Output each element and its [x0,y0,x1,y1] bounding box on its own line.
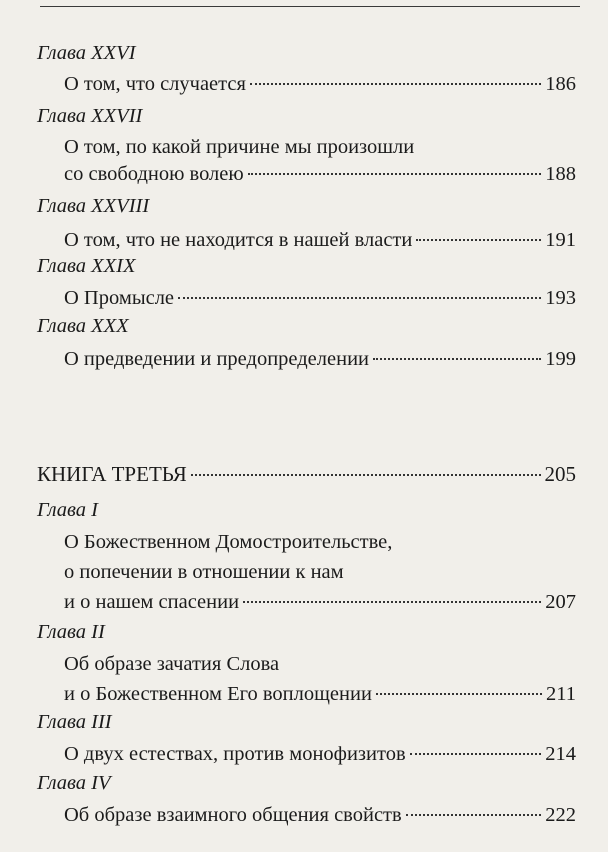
chapter-heading: Глава I [37,499,98,521]
entry-title-line: О том, по какой причине мы произошли [64,136,415,158]
entry-title: О Промысле [64,287,175,309]
toc-entry[interactable] [64,681,576,707]
chapter-heading: Глава XXX [37,315,129,337]
dot-leader [416,239,541,241]
dot-leader [250,83,541,85]
chapter-heading: Глава IV [37,772,111,794]
page-number: 199 [545,348,576,370]
chapter-heading: Глава XXIX [37,255,136,277]
page-number: 205 [544,462,576,486]
chapter-heading: Глава XXVIII [37,195,150,217]
chapter-heading: Глава XXVI [37,42,136,64]
toc-entry[interactable] [64,161,576,187]
dot-leader [243,601,541,603]
entry-title: О том, что не находится в нашей власти [64,229,413,251]
entry-title: и о Божественном Его воплощении [64,683,372,705]
entry-title: со свободною волею [64,163,244,185]
page-number: 211 [546,683,576,705]
dot-leader [376,693,542,695]
page-number: 214 [545,743,576,765]
toc-entry[interactable] [64,741,576,767]
dot-leader [410,753,542,755]
page-number: 188 [545,163,576,185]
entry-title: О том, что случается [64,73,246,95]
book-entry[interactable] [37,461,576,487]
toc-entry[interactable] [64,227,576,253]
chapter-heading: Глава III [37,711,112,733]
entry-title: О предведении и предопределении [64,348,370,370]
page-number: 186 [545,73,576,95]
book-title: КНИГА ТРЕТЬЯ [37,462,187,486]
page-number: 193 [545,287,576,309]
dot-leader [406,814,542,816]
entry-title-line: Об образе зачатия Слова [64,653,280,675]
chapter-heading: Глава II [37,621,105,643]
toc-entry[interactable] [64,346,576,372]
entry-title-line: о попечении в отношении к нам [64,561,344,583]
page-number: 191 [545,229,576,251]
dot-leader [178,297,541,299]
toc-entry[interactable] [64,589,576,615]
entry-title-line: О Божественном Домостроительстве, [64,531,393,553]
toc-entry[interactable] [64,802,576,828]
entry-title: и о нашем спасении [64,591,240,613]
entry-title: О двух естествах, против монофизитов [64,743,406,765]
dot-leader [373,358,541,360]
dot-leader [248,173,542,175]
top-rule [40,6,580,7]
dot-leader [191,474,541,476]
toc-entry[interactable] [64,285,576,311]
chapter-heading: Глава XXVII [37,105,143,127]
page-number: 207 [545,591,576,613]
toc-entry[interactable] [64,71,576,97]
page-number: 222 [545,804,576,826]
entry-title: Об образе взаимного общения свойств [64,804,402,826]
